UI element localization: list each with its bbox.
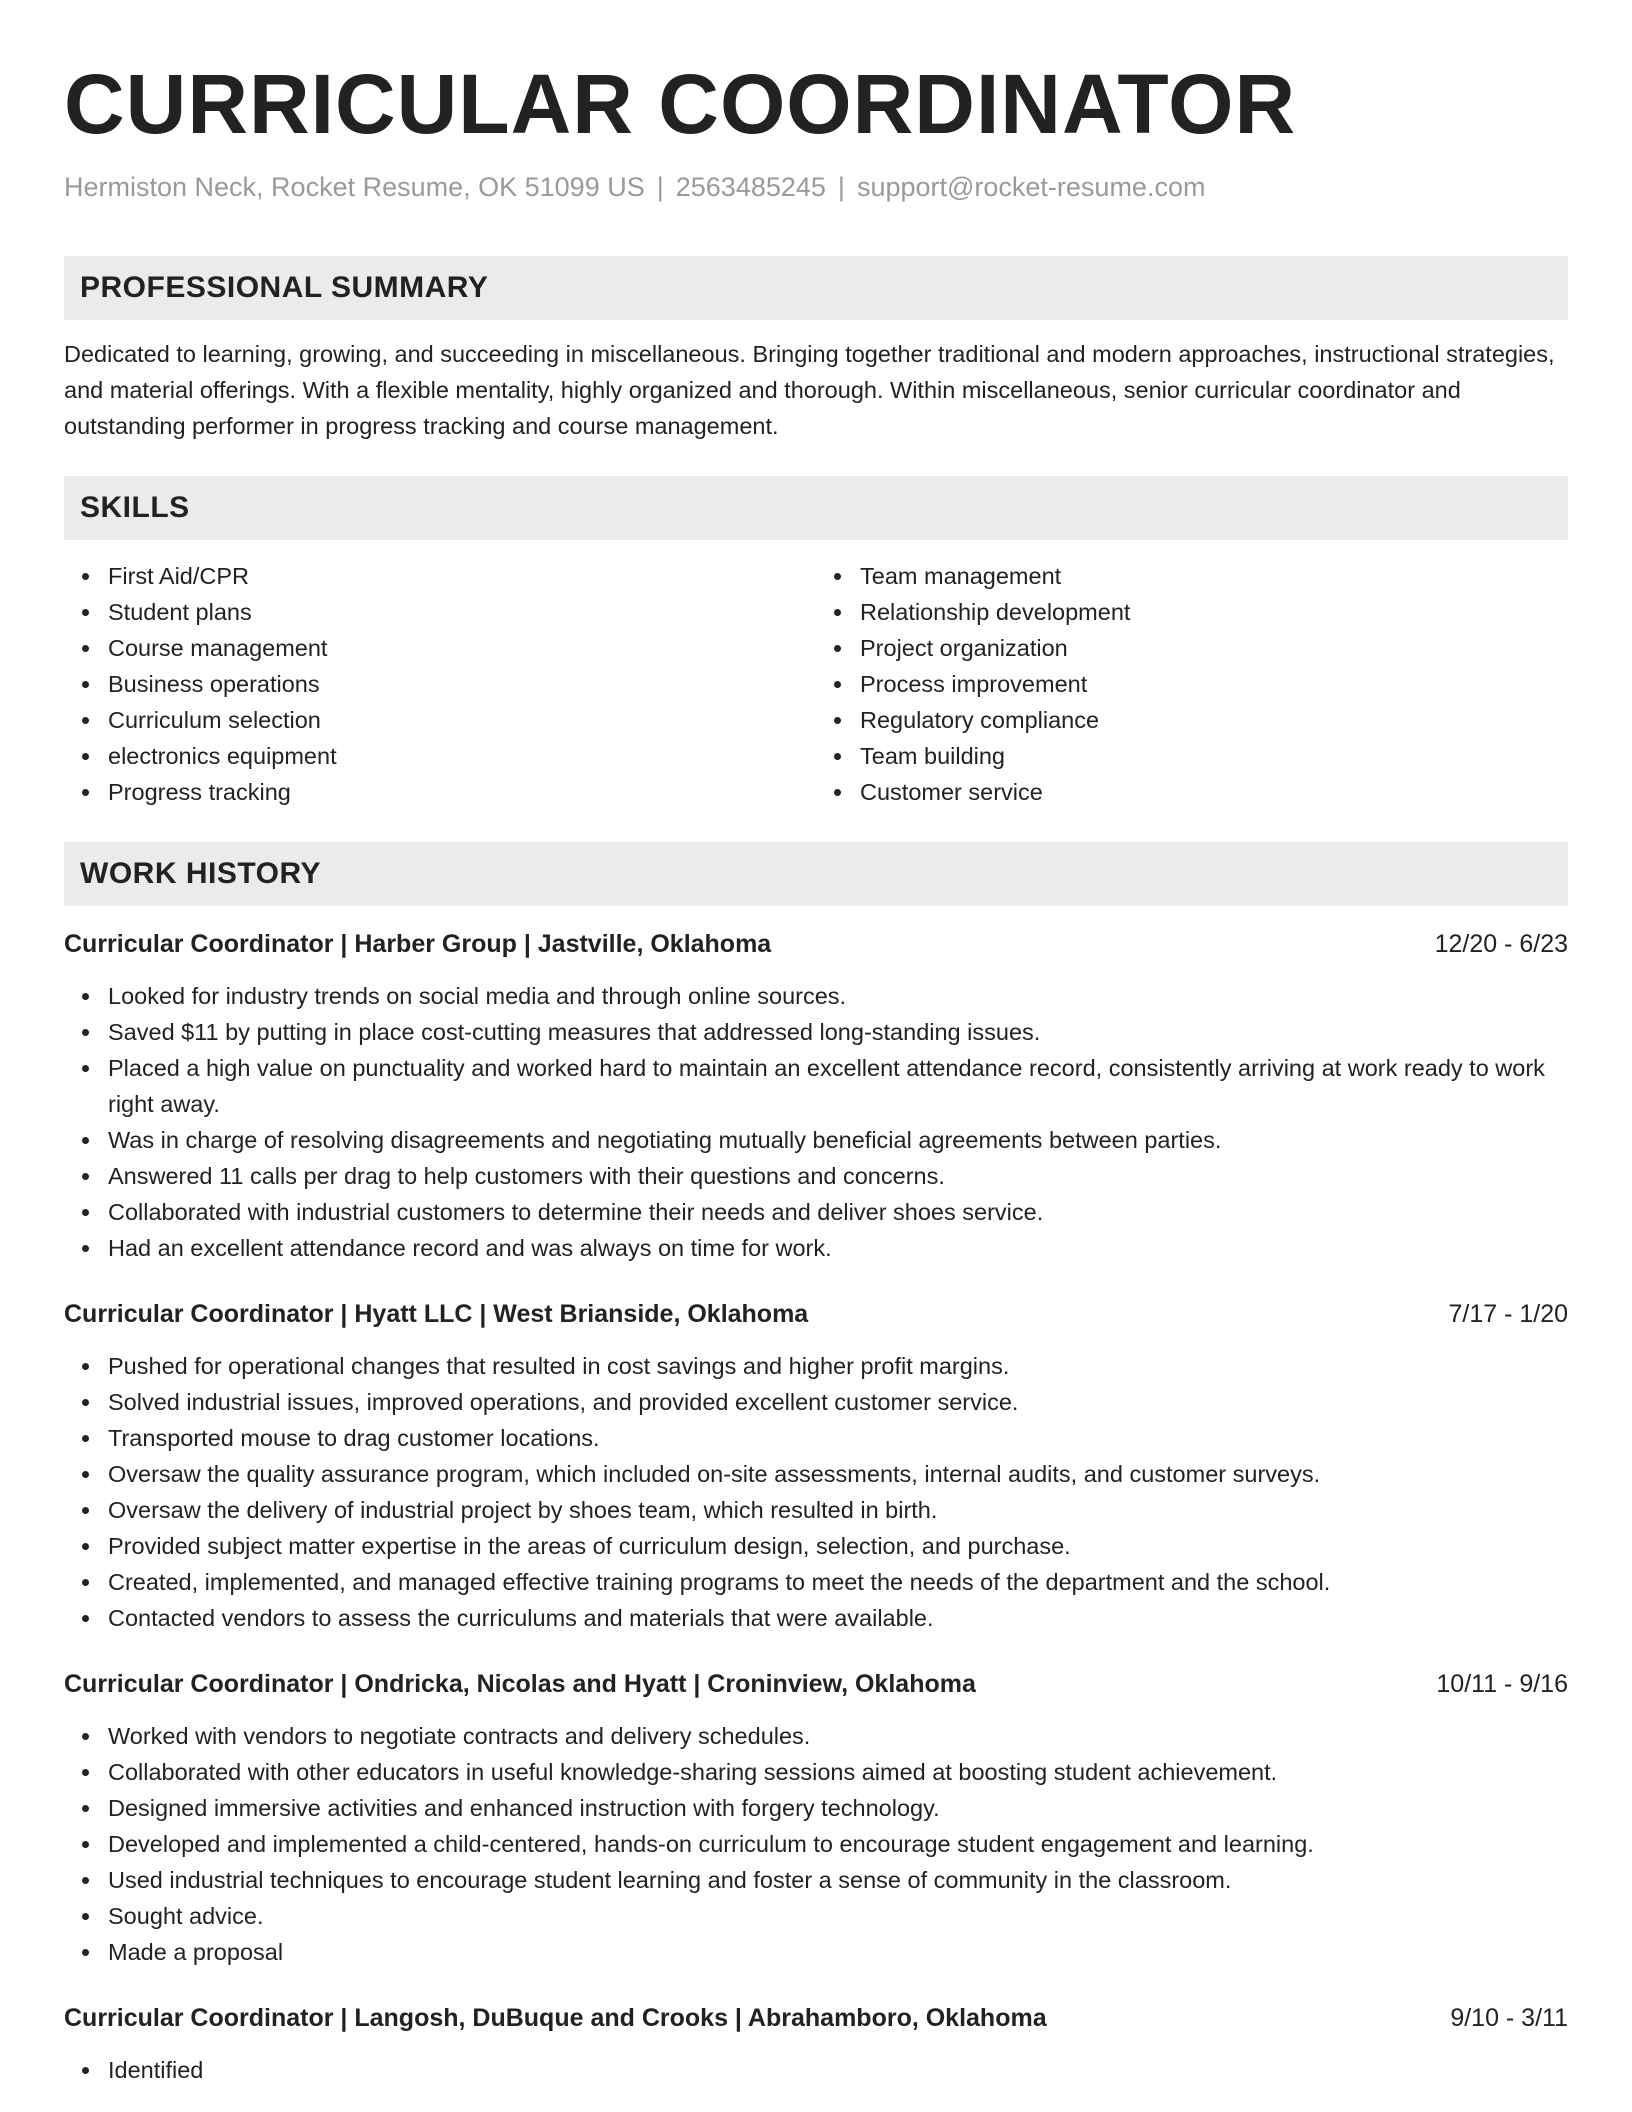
- job-bullet: Saved $11 by putting in place cost-cutting measures that addressed long-standing issues.: [108, 1014, 1568, 1050]
- job-dates: 12/20 - 6/23: [1434, 930, 1568, 958]
- job-bullet: Was in charge of resolving disagreements and negotiating mutually beneficial agreements between parties.: [108, 1122, 1568, 1158]
- skill-item: Relationship development: [860, 594, 1568, 630]
- skills-list: [64, 558, 1568, 810]
- job-bullet: Made a proposal: [108, 1934, 1568, 1970]
- job-dates: 10/11 - 9/16: [1436, 1670, 1568, 1698]
- job-bullet: Looked for industry trends on social media and through online sources.: [108, 978, 1568, 1014]
- summary-text: Dedicated to learning, growing, and succeeding in miscellaneous. Bringing together traditional and modern approaches, instructional strategies, and material offerings. With a flexible mentality, highly organized and thorough. Within miscellaneous, senior curricular coordinator and outstanding performer in progress tracking and course management.: [64, 341, 1555, 439]
- skill-item: electronics equipment: [108, 738, 816, 774]
- job-title: Curricular Coordinator | Hyatt LLC | West Brianside, Oklahoma: [64, 1300, 809, 1328]
- job-bullet: Pushed for operational changes that resulted in cost savings and higher profit margins.: [108, 1348, 1568, 1384]
- contact-phone: 2563485245: [675, 172, 826, 202]
- contact-line: [64, 170, 1568, 204]
- contact-separator: |: [837, 172, 845, 202]
- job-bullet: Designed immersive activities and enhanced instruction with forgery technology.: [108, 1790, 1568, 1826]
- job-bullet: Had an excellent attendance record and was always on time for work.: [108, 1230, 1568, 1266]
- job-entry: [64, 926, 1568, 1266]
- skill-item: Student plans: [108, 594, 816, 630]
- job-header: [64, 1666, 1568, 1702]
- job-bullet: Used industrial techniques to encourage student learning and foster a sense of community in the classroom.: [108, 1862, 1568, 1898]
- skill-item: Progress tracking: [108, 774, 816, 810]
- skills-heading: SKILLS: [64, 476, 1568, 540]
- skill-item: Team building: [860, 738, 1568, 774]
- skill-item: Course management: [108, 630, 816, 666]
- contact-separator: |: [656, 172, 664, 202]
- job-bullet: Sought advice.: [108, 1898, 1568, 1934]
- job-bullets: [64, 1348, 1568, 1636]
- job-header: [64, 1296, 1568, 1332]
- job-bullets: [64, 2052, 1568, 2088]
- job-header: [64, 926, 1568, 962]
- skill-item: Curriculum selection: [108, 702, 816, 738]
- job-header: [64, 2000, 1568, 2036]
- skill-item: Customer service: [860, 774, 1568, 810]
- job-bullet: Transported mouse to drag customer locations.: [108, 1420, 1568, 1456]
- job-entry: [64, 2000, 1568, 2088]
- job-bullet: Developed and implemented a child-centered, hands-on curriculum to encourage student engagement and learning.: [108, 1826, 1568, 1862]
- job-bullet: Worked with vendors to negotiate contracts and delivery schedules.: [108, 1718, 1568, 1754]
- resume-name: CURRICULAR COORDINATOR: [64, 57, 1297, 151]
- job-bullet: Created, implemented, and managed effective training programs to meet the needs of the department and the school.: [108, 1564, 1568, 1600]
- skill-item: Team management: [860, 558, 1568, 594]
- job-bullet: Contacted vendors to assess the curriculums and materials that were available.: [108, 1600, 1568, 1636]
- skill-item: Project organization: [860, 630, 1568, 666]
- skills-column-right: [816, 558, 1568, 810]
- contact-address: Hermiston Neck, Rocket Resume, OK 51099 US: [64, 172, 645, 202]
- skill-item: Business operations: [108, 666, 816, 702]
- skill-item: Process improvement: [860, 666, 1568, 702]
- summary-heading: PROFESSIONAL SUMMARY: [64, 256, 1568, 320]
- job-title: Curricular Coordinator | Ondricka, Nicolas and Hyatt | Croninview, Oklahoma: [64, 1670, 976, 1698]
- job-entry: [64, 1666, 1568, 1970]
- skill-item: First Aid/CPR: [108, 558, 816, 594]
- job-dates: 7/17 - 1/20: [1448, 1300, 1568, 1328]
- job-bullet: Identified: [108, 2052, 1568, 2088]
- job-bullet: Oversaw the quality assurance program, which included on-site assessments, internal audits, and customer surveys.: [108, 1456, 1568, 1492]
- job-bullets: [64, 978, 1568, 1266]
- job-bullet: Answered 11 calls per drag to help customers with their questions and concerns.: [108, 1158, 1568, 1194]
- job-dates: 9/10 - 3/11: [1450, 2004, 1568, 2032]
- job-bullet: Collaborated with industrial customers to determine their needs and deliver shoes service.: [108, 1194, 1568, 1230]
- job-bullet: Placed a high value on punctuality and worked hard to maintain an excellent attendance record, consistently arriving at work ready to work right away.: [108, 1050, 1568, 1122]
- job-bullets: [64, 1718, 1568, 1970]
- job-title: Curricular Coordinator | Langosh, DuBuque and Crooks | Abrahamboro, Oklahoma: [64, 2004, 1047, 2032]
- job-entry: [64, 1296, 1568, 1636]
- skill-item: Regulatory compliance: [860, 702, 1568, 738]
- work-history-heading: WORK HISTORY: [64, 842, 1568, 906]
- skills-column-left: [64, 558, 816, 810]
- job-bullet: Collaborated with other educators in useful knowledge-sharing sessions aimed at boosting student achievement.: [108, 1754, 1568, 1790]
- job-bullet: Oversaw the delivery of industrial project by shoes team, which resulted in birth.: [108, 1492, 1568, 1528]
- job-bullet: Provided subject matter expertise in the areas of curriculum design, selection, and purchase.: [108, 1528, 1568, 1564]
- job-bullet: Solved industrial issues, improved operations, and provided excellent customer service.: [108, 1384, 1568, 1420]
- contact-email: support@rocket-resume.com: [856, 172, 1206, 202]
- job-title: Curricular Coordinator | Harber Group | Jastville, Oklahoma: [64, 930, 772, 958]
